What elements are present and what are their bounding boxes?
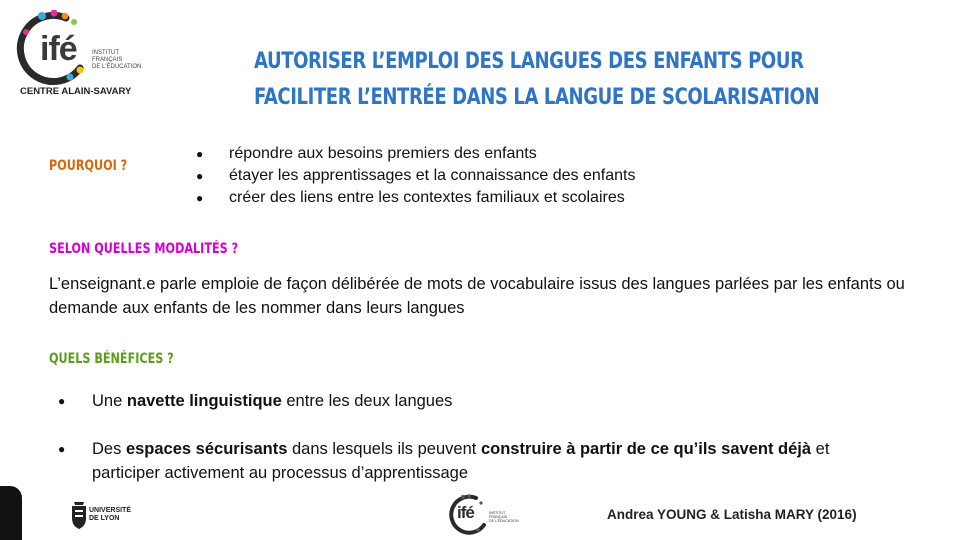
slide-title <box>254 44 820 116</box>
bullet-icon: ● <box>58 394 66 408</box>
pourquoi-list <box>196 143 635 209</box>
bullet-icon: ● <box>58 442 66 456</box>
benefit-item-espaces: ● Des espaces sécurisants dans lesquels ils peuvent construire à partir de ce qu’ils savent déjà et participer activement au processus d’apprentissage <box>58 437 878 485</box>
bullet-icon: ● <box>196 191 204 205</box>
corner-decoration <box>0 486 22 540</box>
list-item: ● répondre aux besoins premiers des enfants <box>196 143 635 165</box>
list-item: ● étayer les apprentissages et la connaissance des enfants <box>196 165 635 187</box>
universite-de-lyon-logo: UNIVERSITÉ DE LYON <box>70 500 150 532</box>
lion-crest-icon <box>70 502 88 530</box>
benefit-item-navette: ● Une navette linguistique entre les deux langues <box>58 389 452 413</box>
bullet-icon: ● <box>196 169 204 183</box>
heading-modalites: SELON QUELLES MODALITÉS ? <box>49 241 239 257</box>
ife-logo <box>14 10 164 102</box>
slide-title-line-2: FACILITER L’ENTRÉE DANS LA LANGUE DE SCOLARISATION <box>254 85 820 110</box>
centre-alain-savary: CENTRE ALAIN-SAVARY <box>20 86 132 97</box>
heading-benefices: QUELS BÉNÉFICES ? <box>49 351 174 367</box>
heading-pourquoi: POURQUOI ? <box>49 158 128 174</box>
bullet-icon: ● <box>196 147 204 161</box>
ife-institute-text: INSTITUT FRANÇAIS DE L'ÉDUCATION <box>92 50 142 70</box>
slide-title-line-1: AUTORISER L’EMPLOI DES LANGUES DES ENFANTS POUR <box>254 49 804 74</box>
list-item: ● créer des liens entre les contextes familiaux et scolaires <box>196 187 635 209</box>
modalites-paragraph: L’enseignant.e parle emploie de façon délibérée de mots de vocabulaire issus des langues parlées par les enfants ou demande aux enfants de les nommer dans leurs langues <box>49 275 905 317</box>
ife-logo-word: ifé <box>40 30 77 68</box>
author-credit: Andrea YOUNG & Latisha MARY (2016) <box>607 507 857 522</box>
ife-logo-footer: ifé INSTITUT FRANÇAIS DE L'ÉDUCATION <box>448 494 528 536</box>
